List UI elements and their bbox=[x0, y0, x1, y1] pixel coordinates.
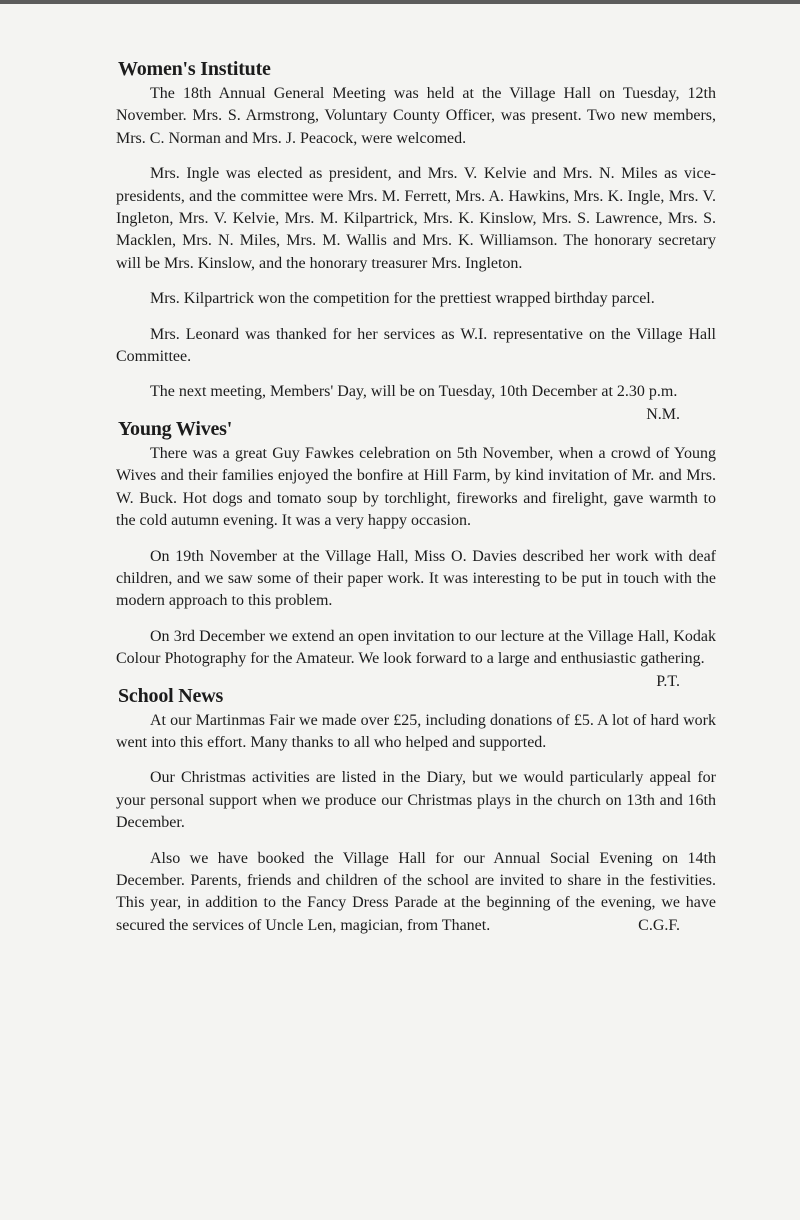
womens-institute-section bbox=[116, 58, 716, 423]
paragraph-text: On 3rd December we extend an open invitation to our lecture at the Village Hall, Kodak Colour Photography for the Amateur. We look forward to a large and enthusiastic gathering. bbox=[116, 627, 716, 668]
signature: N.M. bbox=[646, 405, 680, 423]
paragraph-with-signature bbox=[116, 626, 716, 690]
newsletter-page bbox=[116, 58, 716, 951]
young-wives-section bbox=[116, 417, 716, 690]
school-news-section bbox=[116, 685, 716, 938]
paragraph: On 19th November at the Village Hall, Miss O. Davies described her work with deaf children, and we saw some of their paper work. It was interesting to be put in touch with the modern approach to this problem. bbox=[116, 547, 716, 610]
section-heading: Young Wives' bbox=[118, 417, 233, 440]
paragraph: At our Martinmas Fair we made over £25, including donations of £5. A lot of hard work went into this effort. Many thanks to all who helped and supported. bbox=[116, 711, 716, 751]
paragraph: Mrs. Ingle was elected as president, and Mrs. V. Kelvie and Mrs. N. Miles as vice-presidents, and the committee were Mrs. M. Ferrett, Mrs. A. Hawkins, Mrs. K. Ingle, Mrs. V. Ingleton, Mrs. V. Kelvie, Mrs. M. Kilpartrick, Mrs. K. Kinslow, Mrs. S. Lawrence, Mrs. S. Macklen, Mrs. N. Miles, Mrs. M. Wallis and Mrs. K. Williamson. The honorary secretary will be Mrs. Kinslow, and the honorary treasurer Mrs. Ingleton. bbox=[116, 165, 716, 272]
paragraph: Mrs. Kilpartrick won the competition for the prettiest wrapped birthday parcel. bbox=[150, 290, 655, 308]
section-heading: School News bbox=[118, 684, 224, 707]
top-border-rule bbox=[0, 0, 800, 4]
paragraph: Our Christmas activities are listed in the Diary, but we would particularly appeal for your personal support when we produce our Christmas plays in the church on 13th and 16th December. bbox=[116, 769, 716, 832]
paragraph-text: Also we have booked the Village Hall for our Annual Social Evening on 14th December. Parents, friends and children of the school are invited to share in the festivities. This year, in addition to the Fancy Dress Parade at the beginning of the evening, we have secured the services of Uncle Len, magician, from Thanet. bbox=[116, 849, 716, 934]
paragraph: The 18th Annual General Meeting was held at the Village Hall on Tuesday, 12th November. Mrs. S. Armstrong, Voluntary County Officer, was present. Two new members, Mrs. C. Norman and Mrs. J. Peacock, were welcomed. bbox=[116, 85, 716, 147]
signature: C.G.F. bbox=[638, 916, 680, 934]
section-heading: Women's Institute bbox=[118, 58, 271, 80]
paragraph-with-signature bbox=[116, 848, 716, 938]
paragraph-text: The next meeting, Members' Day, will be on Tuesday, 10th December at 2.30 p.m. bbox=[150, 383, 678, 401]
paragraph: Mrs. Leonard was thanked for her services as W.I. representative on the Village Hall Committee. bbox=[116, 325, 716, 366]
signature: P.T. bbox=[656, 672, 680, 690]
paragraph: There was a great Guy Fawkes celebration on 5th November, when a crowd of Young Wives and their families enjoyed the bonfire at Hill Farm, by kind invitation of Mr. and Mrs. W. Buck. Hot dogs and tomato soup by torchlight, fireworks and firelight, gave warmth to the cold autumn evening. It was a very happy occasion. bbox=[116, 444, 716, 530]
paragraph-with-signature bbox=[116, 381, 716, 423]
